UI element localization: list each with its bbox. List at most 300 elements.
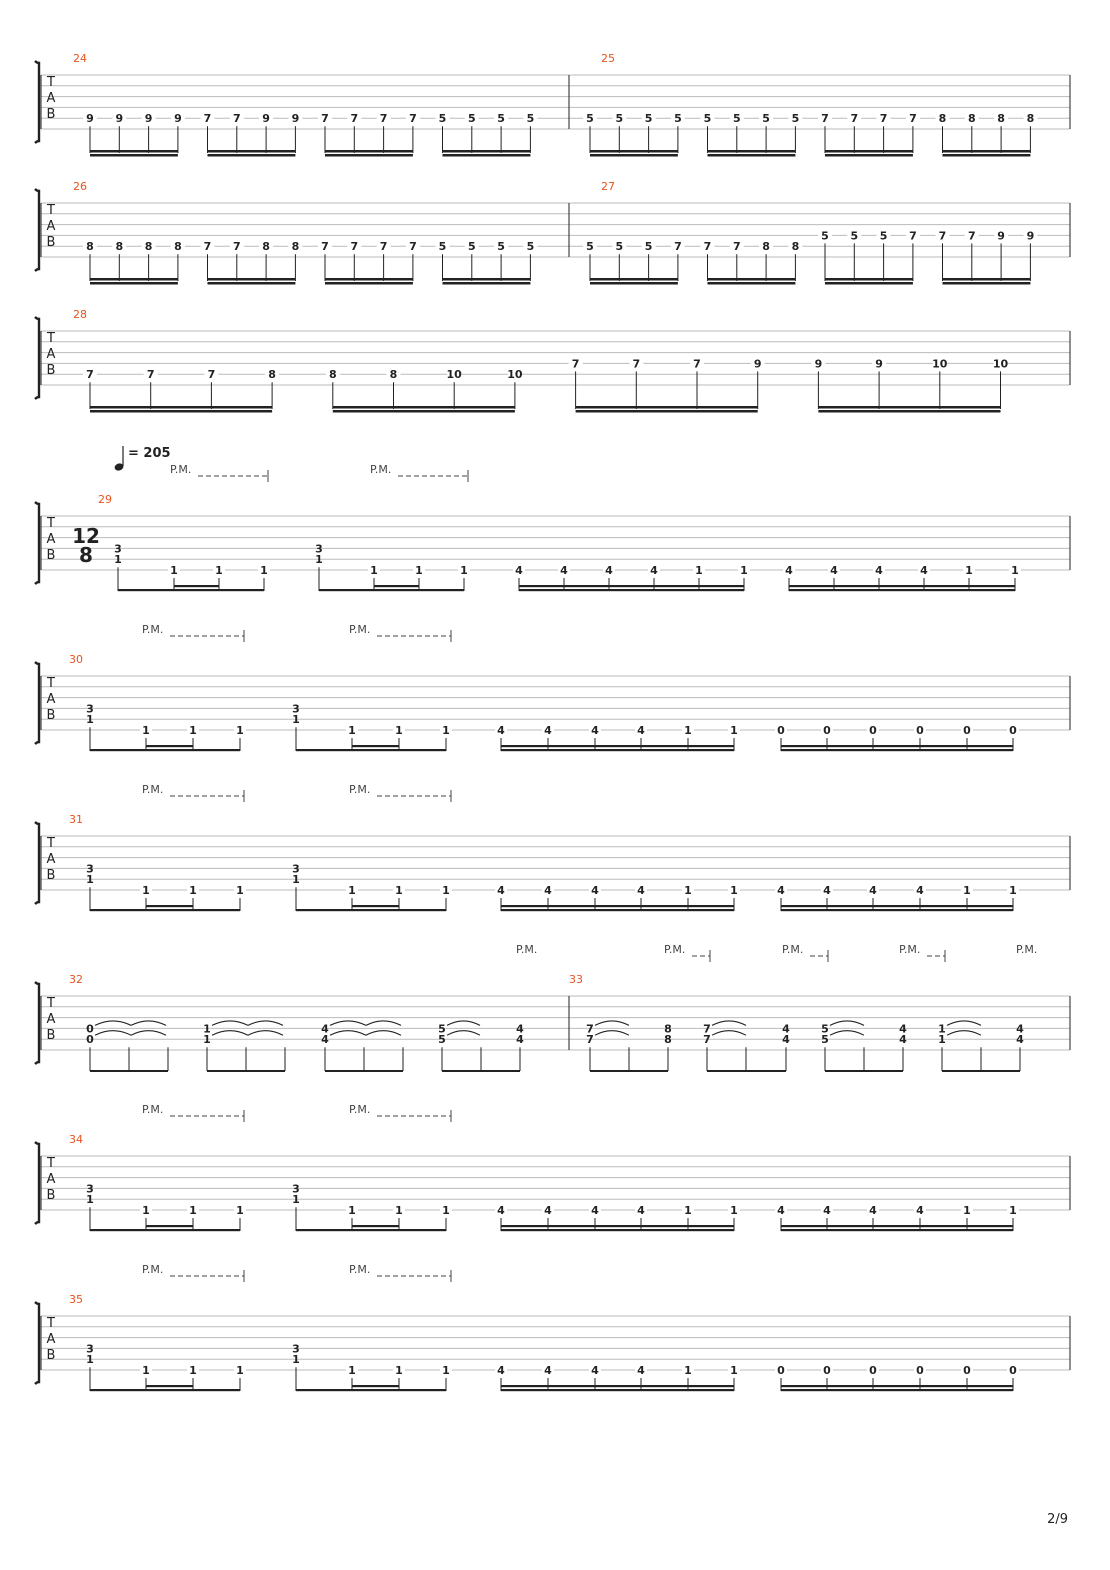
beam-primary [943, 150, 1031, 153]
tab-clef-a: A [46, 1012, 56, 1027]
fret-number: 8 [967, 112, 976, 126]
beam-secondary [146, 1385, 193, 1387]
palm-mute-label: P.M. [782, 943, 804, 956]
fret-number: 0 [916, 724, 924, 737]
fret-number: 1 [395, 724, 403, 737]
tie-arc [447, 1031, 480, 1036]
system-bracket [35, 1302, 39, 1384]
measure-number: 34 [69, 1133, 83, 1146]
beam-primary [590, 278, 678, 281]
beam-secondary [208, 282, 296, 285]
beam-secondary [943, 154, 1031, 157]
fret-number: 1 [684, 724, 692, 737]
beam-primary [781, 1229, 1013, 1231]
fret-number: 4 [916, 1204, 924, 1217]
beam-primary [296, 1389, 446, 1391]
fret-number: 4 [1016, 1022, 1024, 1036]
system-bracket [35, 189, 39, 271]
fret-number: 3 [86, 702, 94, 716]
fret-number: 1 [740, 564, 748, 577]
fret-number: 0 [86, 1033, 94, 1047]
measure-number: 24 [73, 52, 87, 65]
fret-number: 8 [938, 112, 947, 126]
fret-number: 4 [544, 884, 552, 897]
fret-number: 1 [1009, 1204, 1017, 1217]
fret-number: 9 [997, 229, 1005, 243]
fret-number: 1 [203, 1033, 211, 1047]
fret-number: 4 [782, 1033, 790, 1047]
tie-arc [447, 1021, 480, 1026]
beam-secondary [90, 410, 272, 413]
measure-number: 31 [69, 813, 83, 826]
fret-number: 1 [236, 884, 244, 897]
tab-clef-b: B [46, 363, 56, 378]
tab-clef-a: A [46, 1332, 56, 1347]
fret-number: 7 [938, 229, 947, 243]
fret-number: 10 [446, 368, 462, 382]
system-bracket [35, 982, 39, 1064]
system-bracket [35, 61, 39, 143]
fret-number: 7 [409, 240, 417, 254]
fret-number: 1 [142, 1204, 150, 1217]
tab-clef-b: B [46, 1188, 56, 1203]
fret-number: 9 [115, 112, 124, 126]
beam-primary [708, 278, 796, 281]
fret-number: 4 [650, 564, 658, 577]
fret-number: 1 [236, 1204, 244, 1217]
beam-primary [325, 278, 413, 281]
tie-arc [366, 1021, 401, 1026]
fret-number: 5 [732, 112, 741, 126]
beam-secondary [708, 154, 796, 157]
beam-primary [781, 1389, 1013, 1391]
tie-arc [248, 1021, 283, 1026]
fret-number: 4 [591, 884, 599, 897]
fret-number: 4 [920, 564, 928, 577]
beam-secondary [818, 410, 1000, 413]
fret-number: 7 [879, 112, 888, 126]
beam-primary [519, 589, 744, 591]
fret-number: 7 [207, 368, 216, 382]
tab-clef-a: A [46, 852, 56, 867]
fret-number: 4 [515, 564, 523, 577]
fret-number: 0 [1009, 724, 1017, 737]
fret-number: 3 [114, 542, 122, 556]
tie-arc [947, 1021, 981, 1026]
fret-number: 1 [395, 1364, 403, 1377]
tie-arc [248, 1031, 283, 1036]
fret-number: 5 [644, 240, 653, 254]
system-bracket [35, 317, 39, 399]
beam-secondary [781, 1225, 1013, 1227]
fret-number: 1 [963, 1204, 971, 1217]
fret-number: 5 [526, 240, 535, 254]
beam-secondary [374, 585, 419, 587]
tab-clef-b: B [46, 708, 56, 723]
fret-number: 7 [632, 357, 641, 371]
fret-number: 4 [777, 1204, 785, 1217]
fret-number: 1 [292, 713, 300, 727]
fret-number: 1 [86, 713, 94, 727]
fret-number: 7 [379, 240, 388, 254]
fret-number: 1 [938, 1033, 946, 1047]
fret-number: 7 [821, 112, 829, 126]
fret-number: 8 [86, 240, 94, 254]
beam-primary [208, 278, 296, 281]
fret-number: 7 [693, 357, 701, 371]
palm-mute-label: P.M. [349, 1263, 371, 1276]
tie-arc [712, 1021, 746, 1026]
tie-arc [330, 1021, 366, 1026]
system-bracket [35, 822, 39, 904]
fret-number: 0 [777, 1364, 785, 1377]
fret-number: 0 [823, 1364, 831, 1377]
tie-arc [95, 1031, 131, 1036]
fret-number: 7 [703, 240, 712, 254]
beam-primary [118, 589, 264, 591]
fret-number: 7 [586, 1033, 594, 1047]
fret-number: 3 [86, 862, 94, 876]
fret-number: 5 [586, 112, 594, 126]
beam-primary [90, 150, 178, 153]
measure-number: 32 [69, 973, 83, 986]
beam-primary [443, 150, 531, 153]
fret-number: 10 [992, 357, 1009, 371]
fret-number: 1 [730, 884, 738, 897]
fret-number: 9 [262, 112, 270, 126]
fret-number: 7 [409, 112, 417, 126]
beam-secondary [576, 410, 758, 413]
beam-primary [90, 1229, 240, 1231]
fret-number: 8 [328, 368, 337, 382]
fret-number: 0 [86, 1022, 94, 1036]
fret-number: 1 [86, 1193, 94, 1207]
measure-number: 28 [73, 308, 87, 321]
fret-number: 8 [144, 240, 153, 254]
fret-number: 0 [1009, 1364, 1017, 1377]
beam-primary [319, 589, 464, 591]
fret-number: 0 [869, 1364, 877, 1377]
beam-primary [818, 406, 1000, 409]
fret-number: 1 [292, 873, 300, 887]
fret-number: 1 [348, 1204, 356, 1217]
fret-number: 8 [762, 240, 770, 254]
fret-number: 4 [605, 564, 613, 577]
fret-number: 3 [86, 1342, 94, 1356]
fret-number: 9 [814, 357, 823, 371]
palm-mute-label: P.M. [170, 463, 192, 476]
fret-number: 8 [664, 1022, 672, 1036]
fret-number: 8 [291, 240, 300, 254]
fret-number: 1 [189, 884, 197, 897]
tie-arc [212, 1031, 248, 1036]
fret-number: 1 [965, 564, 973, 577]
fret-number: 4 [823, 1204, 831, 1217]
time-signature-numerator: 12 [72, 524, 100, 548]
fret-number: 0 [963, 724, 971, 737]
measure-number: 27 [601, 180, 615, 193]
beam-secondary [146, 905, 193, 907]
fret-number: 1 [460, 564, 468, 577]
fret-number: 4 [544, 1364, 552, 1377]
fret-number: 1 [189, 1204, 197, 1217]
fret-number: 5 [438, 112, 447, 126]
tab-clef-b: B [46, 868, 56, 883]
fret-number: 7 [674, 240, 682, 254]
beam-primary [296, 909, 446, 911]
fret-number: 1 [695, 564, 703, 577]
palm-mute-label: P.M. [1016, 943, 1038, 956]
beam-secondary [590, 154, 678, 157]
fret-number: 1 [370, 564, 378, 577]
beam-primary [576, 406, 758, 409]
beam-primary [501, 909, 734, 911]
fret-number: 9 [1026, 229, 1035, 243]
measure-number: 35 [69, 1293, 83, 1306]
tie-arc [366, 1031, 401, 1036]
beam-primary [590, 1070, 668, 1072]
fret-number: 1 [730, 1204, 738, 1217]
fret-number: 3 [292, 1342, 300, 1356]
beam-secondary [943, 282, 1031, 285]
fret-number: 9 [291, 112, 300, 126]
beam-secondary [519, 585, 744, 587]
fret-number: 1 [236, 724, 244, 737]
beam-secondary [352, 905, 399, 907]
fret-number: 7 [203, 112, 212, 126]
fret-number: 8 [174, 240, 182, 254]
fret-number: 7 [909, 112, 917, 126]
fret-number: 5 [467, 240, 476, 254]
beam-secondary [825, 154, 913, 157]
tab-clef-b: B [46, 107, 56, 122]
palm-mute-label: P.M. [899, 943, 921, 956]
palm-mute-label: P.M. [142, 1263, 164, 1276]
fret-number: 4 [830, 564, 838, 577]
beam-primary [296, 1229, 446, 1231]
fret-number: 7 [850, 112, 859, 126]
tab-clef-b: B [46, 548, 56, 563]
fret-number: 4 [637, 1364, 645, 1377]
fret-number: 7 [586, 1022, 594, 1036]
tab-clef-t: T [47, 836, 55, 851]
fret-number: 4 [899, 1022, 907, 1036]
palm-mute-label: P.M. [349, 1103, 371, 1116]
fret-number: 1 [684, 1204, 692, 1217]
fret-number: 7 [703, 1033, 711, 1047]
fret-number: 7 [379, 112, 388, 126]
fret-number: 5 [791, 112, 800, 126]
tab-clef-t: T [47, 75, 55, 90]
fret-number: 0 [869, 724, 877, 737]
measure-number: 25 [601, 52, 615, 65]
fret-number: 1 [348, 884, 356, 897]
tab-clef-a: A [46, 347, 56, 362]
fret-number: 1 [442, 1364, 450, 1377]
tie-arc [947, 1031, 981, 1036]
fret-number: 4 [869, 1204, 877, 1217]
beam-primary [781, 749, 1013, 751]
beam-primary [296, 749, 446, 751]
measure-number: 30 [69, 653, 83, 666]
tab-clef-t: T [47, 1316, 55, 1331]
fret-number: 9 [174, 112, 182, 126]
measure-number: 29 [98, 493, 112, 506]
tie-arc [595, 1031, 629, 1036]
tie-arc [595, 1021, 629, 1026]
beam-secondary [781, 1385, 1013, 1387]
fret-number: 4 [869, 884, 877, 897]
fret-number: 1 [395, 1204, 403, 1217]
fret-number: 4 [591, 1204, 599, 1217]
beam-secondary [781, 745, 1013, 747]
beam-primary [325, 1070, 403, 1072]
palm-mute-label: P.M. [516, 943, 538, 956]
fret-number: 4 [591, 1364, 599, 1377]
fret-number: 8 [664, 1033, 672, 1047]
tab-clef-t: T [47, 331, 55, 346]
fret-number: 1 [260, 564, 268, 577]
tab-clef-t: T [47, 516, 55, 531]
fret-number: 7 [86, 368, 94, 382]
tab-clef-t: T [47, 676, 55, 691]
tab-clef-b: B [46, 1028, 56, 1043]
fret-number: 4 [637, 1204, 645, 1217]
tie-arc [131, 1021, 166, 1026]
fret-number: 4 [321, 1033, 329, 1047]
fret-number: 8 [1026, 112, 1035, 126]
fret-number: 1 [730, 1364, 738, 1377]
fret-number: 5 [821, 229, 829, 243]
beam-secondary [90, 154, 178, 157]
tie-arc [330, 1031, 366, 1036]
beam-secondary [501, 1385, 734, 1387]
beam-secondary [90, 282, 178, 285]
fret-number: 4 [497, 1204, 505, 1217]
fret-number: 7 [967, 229, 976, 243]
beam-primary [208, 150, 296, 153]
fret-number: 4 [516, 1022, 524, 1036]
fret-number: 4 [544, 724, 552, 737]
tab-clef-a: A [46, 692, 56, 707]
fret-number: 1 [348, 1364, 356, 1377]
fret-number: 10 [932, 357, 948, 371]
beam-primary [825, 150, 913, 153]
fret-number: 1 [170, 564, 178, 577]
fret-number: 8 [262, 240, 270, 254]
fret-number: 4 [777, 884, 785, 897]
fret-number: 4 [544, 1204, 552, 1217]
fret-number: 3 [292, 702, 300, 716]
fret-number: 5 [615, 112, 624, 126]
beam-primary [789, 589, 1015, 591]
beam-secondary [333, 410, 515, 413]
beam-secondary [590, 282, 678, 285]
beam-primary [90, 749, 240, 751]
beam-primary [781, 909, 1013, 911]
tab-clef-b: B [46, 235, 56, 250]
fret-number: 1 [86, 873, 94, 887]
fret-number: 3 [315, 542, 323, 556]
beam-secondary [174, 585, 219, 587]
fret-number: 1 [189, 724, 197, 737]
fret-number: 1 [142, 884, 150, 897]
fret-number: 4 [497, 1364, 505, 1377]
beam-primary [943, 278, 1031, 281]
fret-number: 5 [467, 112, 476, 126]
beam-secondary [208, 154, 296, 157]
fret-number: 3 [292, 862, 300, 876]
fret-number: 9 [875, 357, 883, 371]
beam-secondary [708, 282, 796, 285]
beam-secondary [325, 282, 413, 285]
fret-number: 1 [236, 1364, 244, 1377]
beam-primary [590, 150, 678, 153]
beam-primary [90, 1389, 240, 1391]
fret-number: 5 [850, 229, 859, 243]
fret-number: 5 [821, 1022, 829, 1036]
fret-number: 4 [637, 884, 645, 897]
fret-number: 1 [292, 1193, 300, 1207]
tie-arc [212, 1021, 248, 1026]
fret-number: 1 [684, 1364, 692, 1377]
fret-number: 0 [963, 1364, 971, 1377]
fret-number: 8 [115, 240, 124, 254]
fret-number: 1 [442, 724, 450, 737]
fret-number: 5 [438, 1033, 446, 1047]
beam-secondary [781, 905, 1013, 907]
fret-number: 4 [899, 1033, 907, 1047]
fret-number: 4 [591, 724, 599, 737]
beam-secondary [352, 1385, 399, 1387]
palm-mute-label: P.M. [664, 943, 686, 956]
beam-secondary [352, 1225, 399, 1227]
beam-primary [333, 406, 515, 409]
beam-primary [708, 150, 796, 153]
beam-primary [443, 278, 531, 281]
time-signature-denominator: 8 [79, 543, 93, 567]
palm-mute-label: P.M. [349, 623, 371, 636]
fret-number: 7 [909, 229, 917, 243]
beam-primary [442, 1070, 520, 1072]
tie-arc [830, 1021, 864, 1026]
fret-number: 1 [86, 1353, 94, 1367]
fret-number: 4 [497, 724, 505, 737]
tab-clef-a: A [46, 219, 56, 234]
fret-number: 7 [321, 240, 329, 254]
fret-number: 8 [389, 368, 398, 382]
fret-number: 5 [615, 240, 624, 254]
beam-secondary [443, 154, 531, 157]
fret-number: 4 [516, 1033, 524, 1047]
beam-secondary [501, 1225, 734, 1227]
fret-number: 1 [395, 884, 403, 897]
beam-secondary [501, 905, 734, 907]
beam-primary [325, 150, 413, 153]
beam-primary [90, 909, 240, 911]
fret-number: 1 [348, 724, 356, 737]
beam-primary [501, 1229, 734, 1231]
fret-number: 4 [785, 564, 793, 577]
beam-secondary [501, 745, 734, 747]
beam-primary [942, 1070, 1020, 1072]
tab-clef-b: B [46, 1348, 56, 1363]
palm-mute-label: P.M. [142, 783, 164, 796]
fret-number: 5 [644, 112, 653, 126]
fret-number: 1 [730, 724, 738, 737]
tab-clef-a: A [46, 1172, 56, 1187]
tie-arc [712, 1031, 746, 1036]
